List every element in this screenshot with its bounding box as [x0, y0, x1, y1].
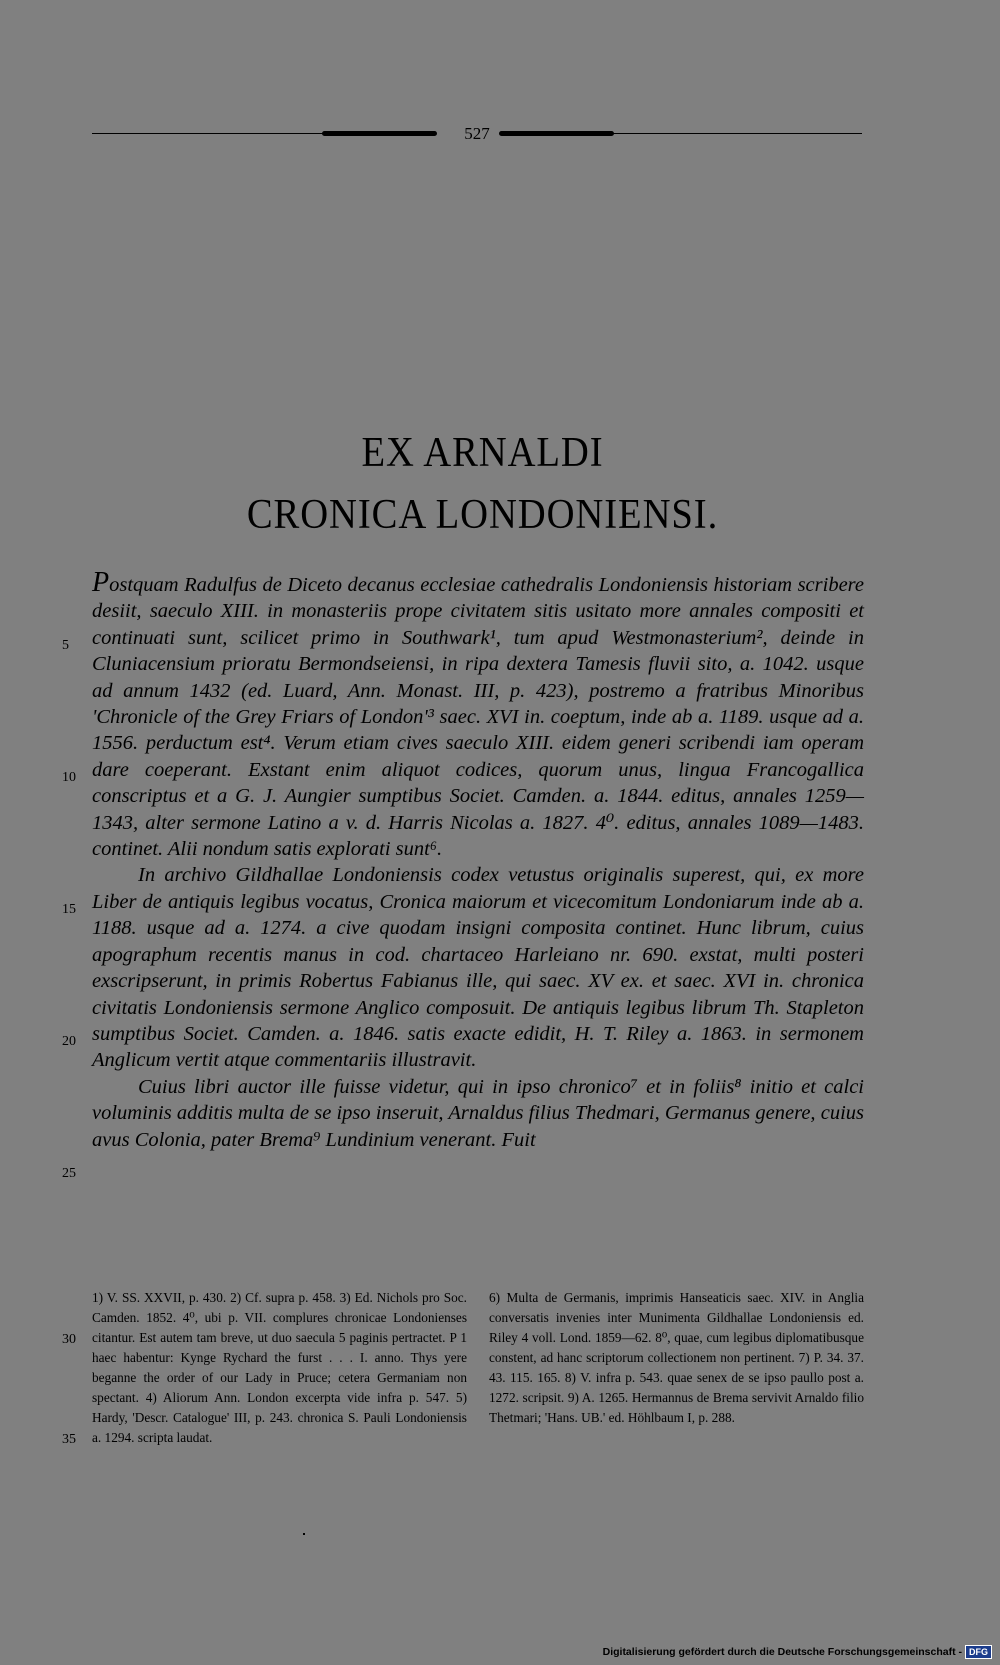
scan-speck [303, 1533, 305, 1535]
paragraph-1-text: ostquam Radulfus de Diceto decanus ecclesiae cathedralis Londoniensis historiam scribere desiit, saeculo XIII. in monasteriis prope civitatem sitis usitato more annales compositi et continuati sunt, scilicet primo in Southwark¹, tum apud Westmonasterium², deinde in Cluniacensium prioratu Bermondseiensi, in ripa dextera Tamesis fluvii sito, a. 1042. usque ad annum 1432 (ed. Luard, Ann. Monast. III, p. 423), postremo a fratribus Minoribus 'Chronicle of the Grey Friars of London'³ saec. XVI in. coeptum, inde ab a. 1189. usque ad a. 1556. perductum est⁴. Verum etiam cives saeculo XIII. eidem generi scribendi iam operam dare coeperant. Exstant enim aliquot codices, quorum unus, lingua Francogallica conscriptus et a G. J. Aungier sumptibus Societ. Camden. a. 1844. editus, annales 1259—1343, alter sermone Latino a v. d. Harris Nicolas a. 1827. 4⁰. editus, annales 1089—1483. continet. Alii nondum satis explorati sunt⁶. [92, 574, 864, 861]
line-number-35: 35 [62, 1432, 76, 1447]
body-text [92, 567, 864, 1153]
footnotes-right-text: 6) Multa de Germanis, imprimis Hanseaticis saec. XIV. in Anglia conversatis invenies inter Munimenta Gildhallae Londoniensis ed. Riley 4 voll. Lond. 1859—62. 8⁰, quae, cum legibus diplomatibusque constent, ad hanc scriptorum collectionem non pertinent. 7) P. 34. 37. 43. 115. 165. 8) V. infra p. 543. quae senex de se ipso paullo post a. 1272. scripsit. 9) A. 1265. Hermannus de Brema servivit Arnaldo filio Thetmari; 'Hans. UB.' ed. Höhlbaum I, p. 288. [489, 1290, 864, 1425]
title-line-1: EX ARNALDI [361, 430, 604, 476]
paragraph-1 [92, 567, 864, 862]
footnotes-right-column [489, 1288, 864, 1448]
footnotes-left-text: 1) V. SS. XXVII, p. 430. 2) Cf. supra p. 458. 3) Ed. Nichols pro Soc. Camden. 1852. 4⁰, ubi p. VII. complures chronicae Londonienses citantur. Est autem tam breve, ut duo saecula 5 paginis pertractet. P 1 haec habentur: Kynge Rychard the furst . . . I. anno. Thys yere beganne the order of our Lady in Pruce; cetera Germaniam non spectant. 4) Aliorum Ann. London excerpta vide infra p. 547. 5) Hardy, 'Descr. Catalogue' III, p. 243. chronica S. Pauli Londoniensis a. 1294. scripta laudat. [92, 1290, 467, 1445]
initial-letter: P [92, 567, 110, 598]
line-number-10: 10 [62, 770, 76, 785]
footnotes [62, 1288, 864, 1448]
page-header [92, 125, 862, 143]
digitization-credit-text: Digitalisierung gefördert durch die Deutsche Forschungsgemeinschaft - [602, 1646, 962, 1658]
line-number-25: 25 [62, 1166, 76, 1181]
title-line-2: CRONICA LONDONIENSI. [246, 492, 719, 538]
page-number: 527 [464, 124, 490, 143]
paragraph-2: In archivo Gildhallae Londoniensis codex vetustus originalis superest, qui, ex more Liber de antiquis legibus vocatus, Cronica maiorum et vicecomitum Londoniarum inde ab a. 1188. usque ad a. 1274. a cive quodam insigni composita continet. Hunc librum, cuius apographum recentis manus in cod. chartaceo Harleiano nr. 690. exstat, multi posteri exscripserunt, in primis Robertus Fabianus ille, qui saec. XV ex. et saec. XVI in. chronica civitatis Londoniensis sermone Anglico composuit. De antiquis legibus librum Th. Stapleton sumptibus Societ. Camden. a. 1846. satis exacte edidit, H. T. Riley a. 1863. in sermonem Anglicum vertit atque commentariis illustravit. [92, 864, 864, 1072]
line-number-15: 15 [62, 902, 76, 917]
line-number-30: 30 [62, 1332, 76, 1347]
dfg-logo: DFG [965, 1645, 992, 1659]
digitization-credit [603, 1645, 992, 1659]
line-number-5: 5 [62, 638, 69, 653]
paragraph-3: Cuius libri auctor ille fuisse videtur, qui in ipso chronico⁷ et in foliis⁸ initio et calci voluminis additis multa de se ipso inseruit, Arnaldus filius Thedmari, Germanus genere, cuius avus Colonia, pater Brema⁹ Lundinium venerant. Fuit [92, 1075, 864, 1151]
footnotes-left-column [92, 1288, 467, 1448]
line-number-20: 20 [62, 1034, 76, 1049]
